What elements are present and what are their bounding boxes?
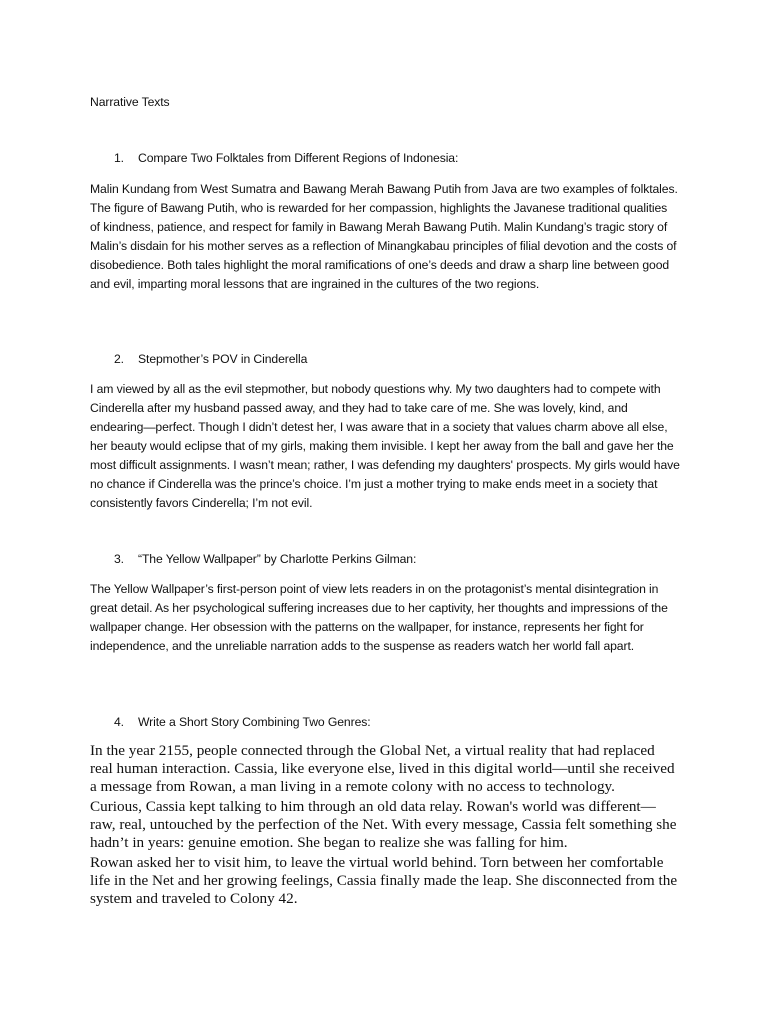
section-4-number: 4. bbox=[114, 715, 124, 729]
short-story bbox=[90, 742, 680, 910]
story-paragraph-3: Rowan asked her to visit him, to leave the virtual world behind. Torn between her comfortable life in the Net and her growing feelings, Cassia finally made the leap. She disconnected from the system and traveled to Colony 42. bbox=[90, 854, 678, 907]
section-1-heading bbox=[90, 149, 680, 168]
section-1-paragraph: Malin Kundang from West Sumatra and Bawang Merah Bawang Putih from Java are two examples of folktales. The figure of Bawang Putih, who is rewarded for her compassion, highlights the Javanese traditional qualities of kindness, patience, and respect for family in Bawang Merah Bawang Putih. Malin Kundang’s tragic story of Malin’s disdain for his mother serves as a reflection of Minangkabau principles of filial devotion and the costs of disobedience. Both tales highlight the moral ramifications of one’s deeds and draw a sharp line between good and evil, imparting moral lessons that are ingrained in the cultures of the two regions. bbox=[90, 182, 678, 291]
section-4-heading-text: Write a Short Story Combining Two Genres: bbox=[138, 715, 371, 729]
section-2-heading bbox=[90, 350, 680, 369]
section-3-number: 3. bbox=[114, 552, 124, 566]
section-1-heading-text: Compare Two Folktales from Different Regions of Indonesia: bbox=[138, 151, 459, 165]
section-2-paragraph: I am viewed by all as the evil stepmother, but nobody questions why. My two daughters had to compete with Cinderella after my husband passed away, and they had to take care of me. She was lovely, kind, and endearing—perfect. Though I didn’t detest her, I was aware that in a society that values charm above all else, her beauty would eclipse that of my girls, making them invisible. I kept her away from the ball and gave her the most difficult assignments. I wasn’t mean; rather, I was defending my daughters' prospects. My girls would have no chance if Cinderella was the prince’s choice. I’m just a mother trying to make ends meet in a society that consistently favors Cinderella; I’m not evil. bbox=[90, 382, 680, 510]
section-2-number: 2. bbox=[114, 352, 124, 366]
story-paragraph-2: Curious, Cassia kept talking to him through an old data relay. Rowan's world was different—raw, real, untouched by the perfection of the Net. With every message, Cassia felt something she hadn’t in years: genuine emotion. She began to realize she was falling for him. bbox=[90, 798, 677, 851]
section-4-heading bbox=[90, 713, 680, 732]
story-paragraph-1: In the year 2155, people connected through the Global Net, a virtual reality that had replaced real human interaction. Cassia, like everyone else, lived in this digital world—until she received a message from Rowan, a man living in a remote colony with no access to technology. bbox=[90, 742, 675, 795]
section-1-number: 1. bbox=[114, 151, 124, 165]
section-3-heading-text: “The Yellow Wallpaper” by Charlotte Perkins Gilman: bbox=[138, 552, 417, 566]
section-2-heading-text: Stepmother’s POV in Cinderella bbox=[138, 352, 308, 366]
section-3-heading bbox=[90, 550, 680, 569]
section-3-paragraph: The Yellow Wallpaper’s first-person point of view lets readers in on the protagonist’s mental disintegration in great detail. As her psychological suffering increases due to her captivity, her thoughts and impressions of the wallpaper change. Her obsession with the patterns on the wallpaper, for instance, represents her fight for independence, and the unreliable narration adds to the suspense as readers watch her world fall apart. bbox=[90, 582, 668, 653]
document-title: Narrative Texts bbox=[90, 95, 170, 109]
